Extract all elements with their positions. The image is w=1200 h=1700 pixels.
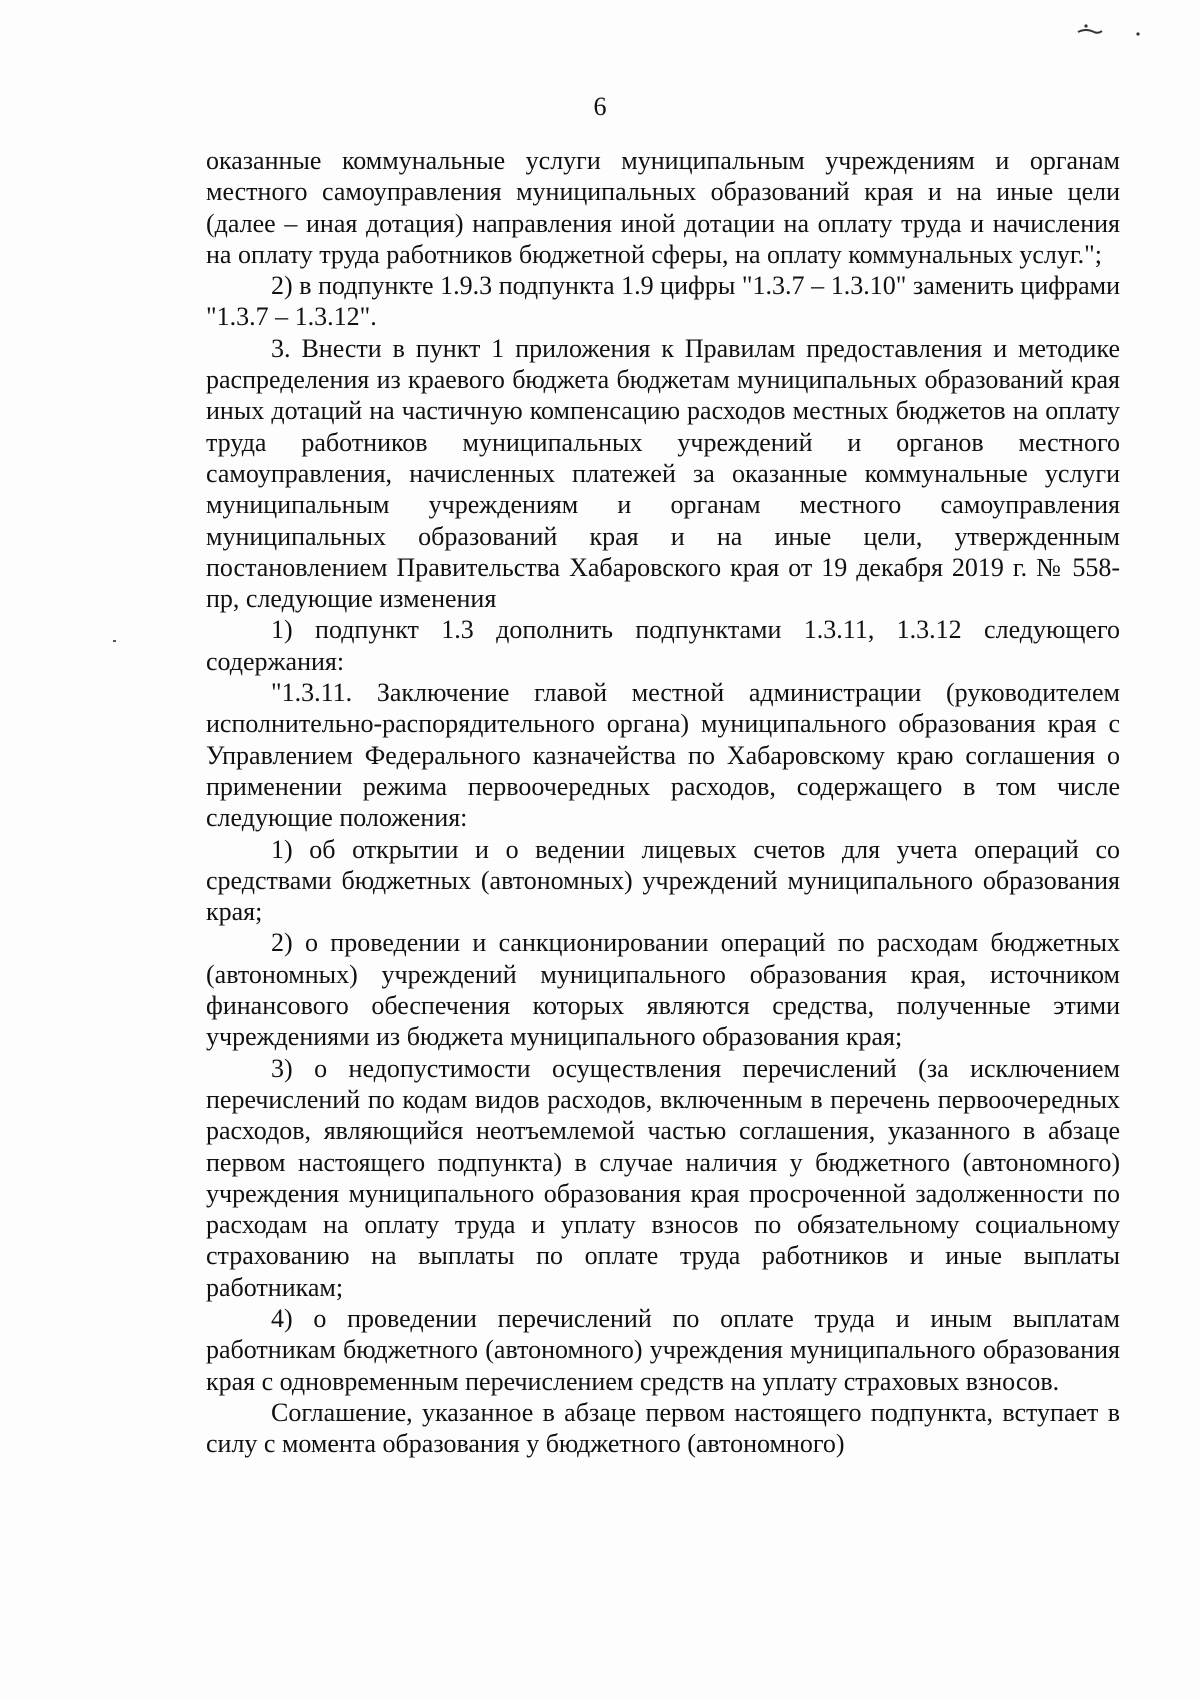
paragraph: Соглашение, указанное в абзаце первом настоящего подпункта, вступает в силу с момента образования у бюджетного (автономного) <box>206 1397 1120 1459</box>
paragraph: 3. Внести в пункт 1 приложения к Правилам предоставления и методике распределения из краевого бюджета бюджетам муниципальных образований края иных дотаций на частичную компенсацию расходов местных бюджетов на оплату труда работников муниципальных учреждений и органов местного самоуправления, начисленных платежей за оказанные коммунальные услуги муниципальным учреждениям и органам местного самоуправления муниципальных образований края и на иные цели, утвержденным постановлением Правительства Хабаровского края от 19 декабря 2019 г. № 558-пр, следующие изменения <box>206 333 1120 614</box>
paragraph: 1) об открытии и о ведении лицевых счетов для учета операций со средствами бюджетных (автономных) учреждений муниципального образования края; <box>206 834 1120 927</box>
paragraph: 2) в подпункте 1.9.3 подпункта 1.9 цифры "1.3.7 – 1.3.10" заменить цифрами "1.3.7 – 1.3.12". <box>206 271 1120 332</box>
margin-dot <box>113 640 116 642</box>
paragraph: 1) подпункт 1.3 дополнить подпунктами 1.3.11, 1.3.12 следующего содержания: <box>206 615 1120 676</box>
paragraph: 3) о недопустимости осуществления перечислений (за исключением перечислений по кодам видов расходов, включенным в перечень первоочередных расходов, являющийся неотъемлемой частью соглашения, указанного в абзаце первом настоящего подпункта) в случае наличия у бюджетного (автономного) учреждения муниципального образования края просроченной задолженности по расходам на оплату труда и уплату взносов по обязательному социальному страхованию на выплаты по оплате труда работников и иные выплаты работникам; <box>206 1053 1120 1302</box>
scan-mark-icon <box>1072 22 1172 42</box>
document-body <box>206 145 1120 1459</box>
paragraph: 4) о проведении перечислений по оплате труда и иным выплатам работникам бюджетного (автономного) учреждения муниципального образования края с одновременным перечислением средств на уплату страховых взносов. <box>206 1303 1120 1396</box>
paragraph: 2) о проведении и санкционировании операций по расходам бюджетных (автономных) учреждений муниципального образования края, источником финансового обеспечения которых являются средства, полученные этими учреждениями из бюджета муниципального образования края; <box>206 928 1120 1052</box>
paragraph: "1.3.11. Заключение главой местной администрации (руководителем исполнительно-распорядительного органа) муниципального образования края с Управлением Федерального казначейства по Хабаровскому краю соглашения о применении режима первоочередных расходов, содержащего в том числе следующие положения: <box>206 678 1120 833</box>
paragraph: оказанные коммунальные услуги муниципальным учреждениям и органам местного самоуправления муниципальных образований края и на иные цели (далее – иная дотация) направления иной дотации на оплату труда и начисления на оплату труда работников бюджетной сферы, на оплату коммунальных услуг."; <box>206 146 1120 269</box>
page-number: 6 <box>593 92 607 121</box>
